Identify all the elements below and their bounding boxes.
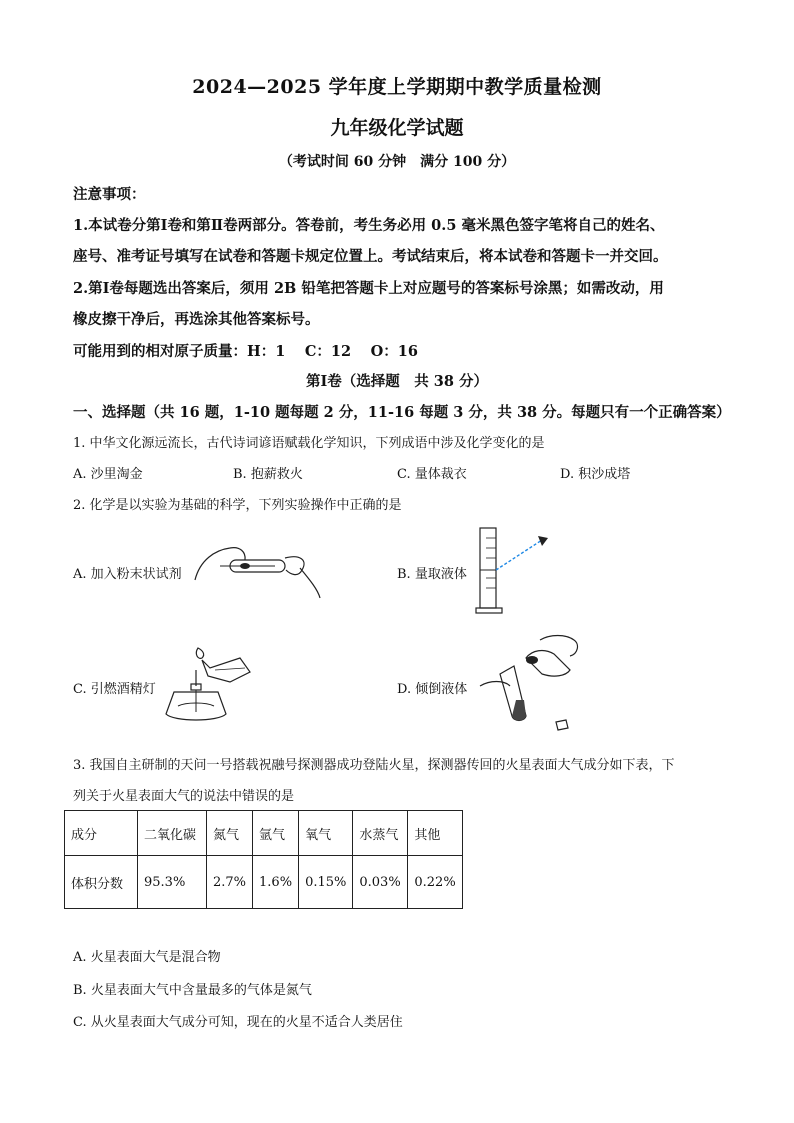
section-1-instruction: 一、选择题（共 16 题，1-10 题每题 2 分，11-16 每题 3 分，共 38 分。每题只有一个正确答案）: [73, 404, 731, 421]
q1-option-a: A. 沙里淘金: [73, 467, 143, 482]
pouring-liquid-illustration: [470, 630, 590, 730]
q1-option-c: C. 量体裁衣: [397, 467, 467, 482]
graduated-cylinder-illustration: [476, 528, 566, 618]
q3-stem-line-2: 列关于火星表面大气的说法中错误的是: [73, 789, 295, 804]
q3-stem-line-1: 3. 我国自主研制的天问一号搭载祝融号探测器成功登陆火星，探测器传回的火星表面大气成分如下表，下: [73, 758, 675, 773]
q2-stem: 2. 化学是以实验为基础的科学，下列实验操作中正确的是: [73, 498, 402, 513]
notes-heading: 注意事项：: [73, 186, 146, 203]
note-2-line-2: 橡皮擦干净后，再选涂其他答案标号。: [73, 311, 320, 328]
table-cell: 95.3%: [138, 856, 207, 909]
table-header-cell: 氩气: [253, 811, 299, 856]
table-cell: 1.6%: [253, 856, 299, 909]
powder-addition-illustration: [190, 540, 330, 600]
mars-atmosphere-table: [64, 810, 463, 909]
table-row-label: 体积分数: [65, 856, 138, 909]
exam-subject: 九年级化学试题: [330, 117, 464, 139]
q3-option-a: A. 火星表面大气是混合物: [73, 950, 221, 965]
alcohol-lamp-illustration: [160, 640, 255, 730]
table-header-cell: 其他: [408, 811, 462, 856]
q1-option-b: B. 抱薪救火: [233, 467, 303, 482]
q3-option-b: B. 火星表面大气中含量最多的气体是氮气: [73, 983, 312, 998]
atomic-masses: 可能用到的相对原子质量：H：1 C：12 O：16: [73, 343, 418, 360]
section-1-title: 第Ⅰ卷（选择题 共 38 分）: [305, 373, 489, 390]
table-header-cell: 水蒸气: [353, 811, 408, 856]
q1-stem: 1. 中华文化源远流长，古代诗词谚语赋载化学知识，下列成语中涉及化学变化的是: [73, 436, 545, 451]
q1-option-d: D. 积沙成塔: [560, 467, 631, 482]
exam-info: （考试时间 60 分钟 满分 100 分）: [278, 154, 516, 170]
q3-option-c: C. 从火星表面大气成分可知，现在的火星不适合人类居住: [73, 1015, 403, 1030]
q2-option-d: D. 倾倒液体: [397, 682, 468, 697]
table-cell: 0.03%: [353, 856, 408, 909]
table-cell: 0.22%: [408, 856, 462, 909]
q2-option-b: B. 量取液体: [397, 567, 467, 582]
table-header-cell: 氧气: [299, 811, 353, 856]
note-1-line-1: 1.本试卷分第Ⅰ卷和第Ⅱ卷两部分。答卷前，考生务必用 0.5 毫米黑色签字笔将自己的姓名、: [73, 217, 665, 234]
table-cell: 0.15%: [299, 856, 353, 909]
table-header-row: [65, 811, 463, 856]
q2-option-a: A. 加入粉末状试剂: [73, 567, 182, 582]
table-header-cell: 氮气: [207, 811, 253, 856]
exam-title: 2024—2025 学年度上学期期中教学质量检测: [192, 76, 602, 98]
note-2-line-1: 2.第Ⅰ卷每题选出答案后，须用 2B 铅笔把答题卡上对应题号的答案标号涂黑；如需改动，用: [73, 280, 664, 297]
table-header-cell: 成分: [65, 811, 138, 856]
note-1-line-2: 座号、准考证号填写在试卷和答题卡规定位置上。考试结束后，将本试卷和答题卡一并交回。: [73, 248, 668, 265]
table-header-cell: 二氧化碳: [138, 811, 207, 856]
table-cell: 2.7%: [207, 856, 253, 909]
table-row: [65, 856, 463, 909]
q2-option-c: C. 引燃酒精灯: [73, 682, 156, 697]
